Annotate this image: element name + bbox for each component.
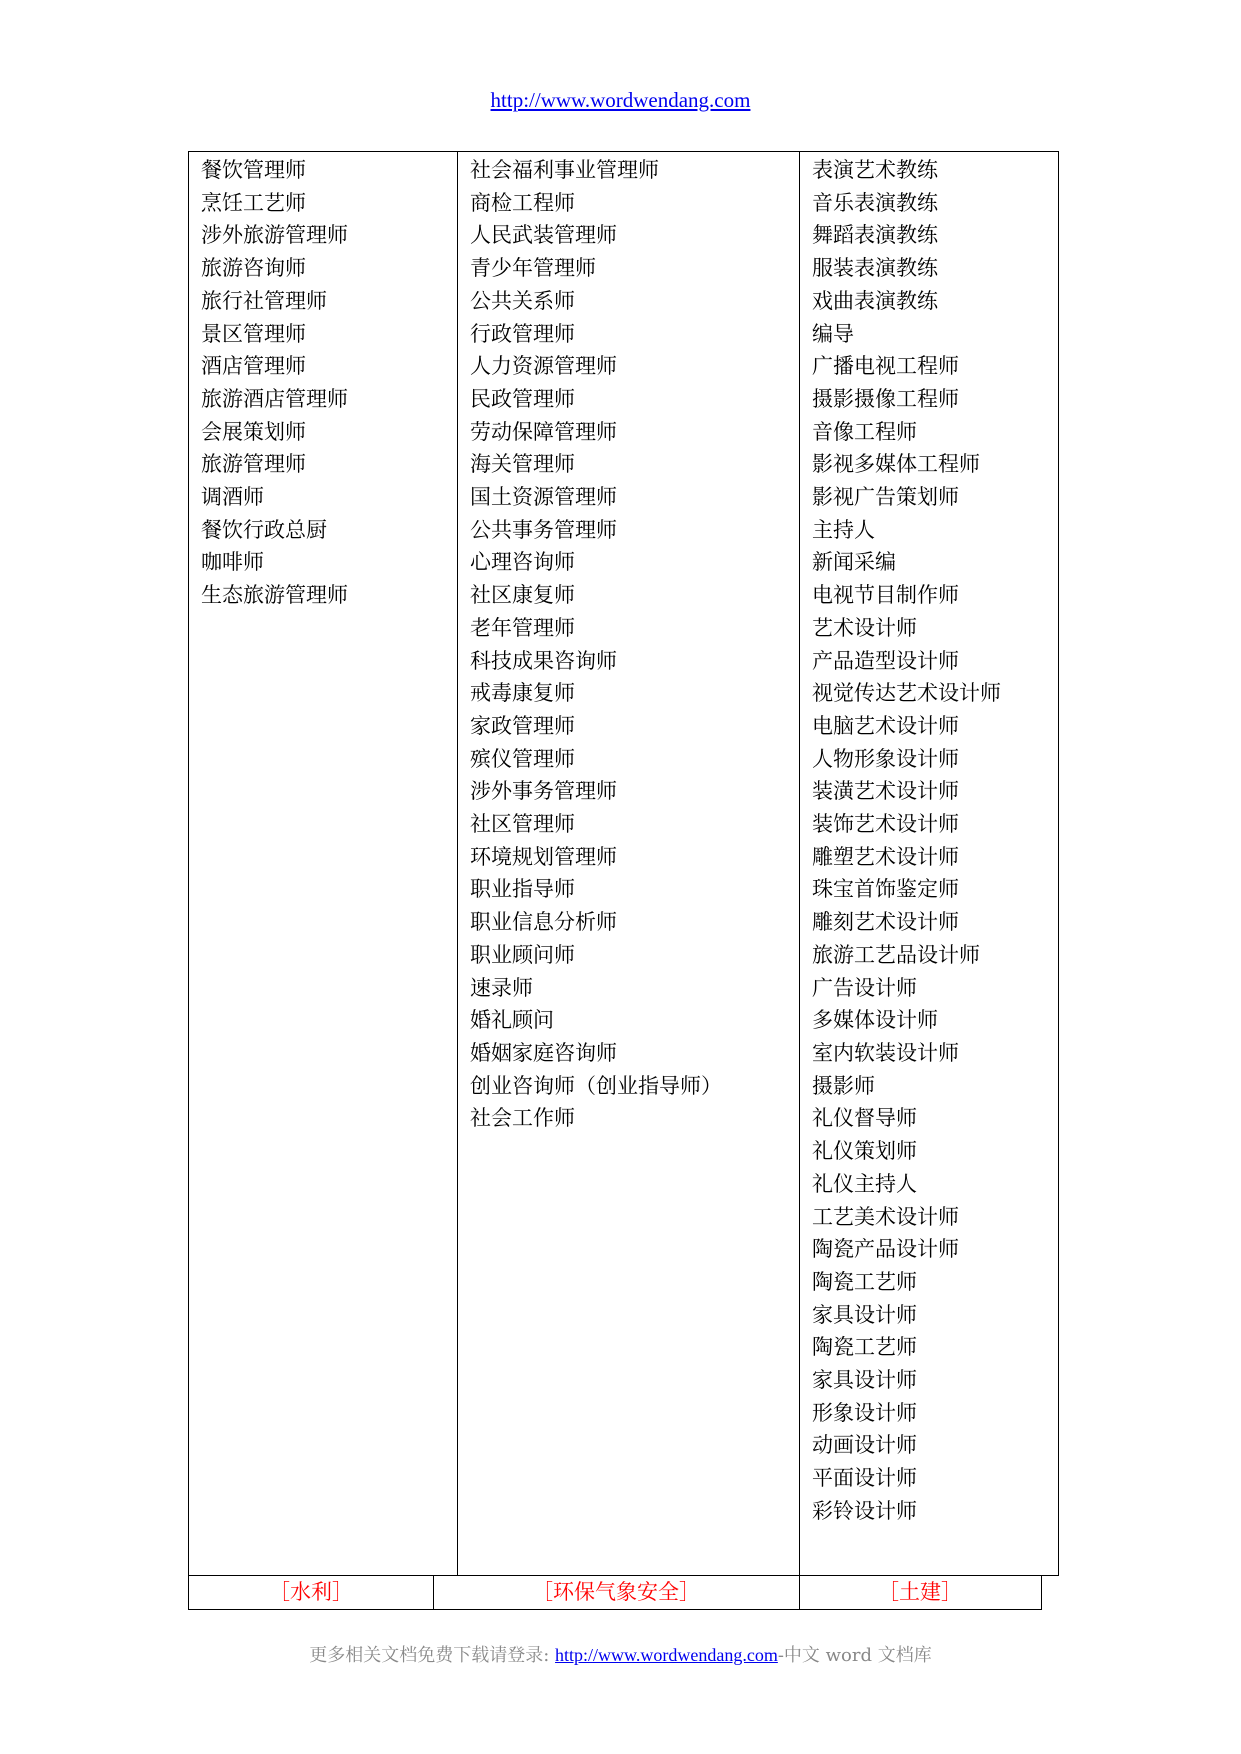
footer-suffix: -中文 word 文档库 [777,1645,932,1666]
list-item: 职业指导师 [470,877,575,902]
list-item: 音像工程师 [812,419,917,444]
list-item: 服装表演教练 [812,256,938,281]
list-item: 礼仪主持人 [812,1171,917,1196]
list-item: 陶瓷工艺师 [812,1269,917,1294]
column-2 [470,152,722,1575]
list-item: 会展策划师 [201,419,306,444]
list-item: 平面设计师 [812,1466,917,1491]
category-cell-environment [433,1576,800,1610]
list-item: 生态旅游管理师 [201,583,348,608]
list-item: 摄影师 [812,1073,875,1098]
list-item: 电脑艺术设计师 [812,713,959,738]
list-item: 电视节目制作师 [812,583,959,608]
list-item: 公共关系师 [470,288,575,313]
list-item: 烹饪工艺师 [201,190,306,215]
list-item: 礼仪策划师 [812,1139,917,1164]
list-item: 旅行社管理师 [201,288,327,313]
list-item: 摄影摄像工程师 [812,386,959,411]
category-cell-construction [799,1576,1042,1610]
list-item: 酒店管理师 [201,354,306,379]
list-item: 餐饮行政总厨 [201,517,327,542]
list-item: 主持人 [812,517,875,542]
list-item: 家政管理师 [470,713,575,738]
list-item: 人物形象设计师 [812,746,959,771]
list-item: 婚姻家庭咨询师 [470,1040,617,1065]
list-item: 婚礼顾问 [470,1008,554,1033]
list-item: 涉外事务管理师 [470,779,617,804]
list-item: 餐饮管理师 [201,158,306,182]
list-item: 旅游工艺品设计师 [812,942,980,967]
list-item: 家具设计师 [812,1368,917,1393]
list-item: 广播电视工程师 [812,354,959,379]
column-divider [457,152,458,1575]
list-item: 海关管理师 [470,452,575,477]
list-item: 影视多媒体工程师 [812,452,980,477]
list-item: 礼仪督导师 [812,1106,917,1131]
list-item: 彩铃设计师 [812,1498,917,1523]
list-item: 产品造型设计师 [812,648,959,673]
career-table [188,151,1059,1576]
header-url-link[interactable]: http://www.wordwendang.com [490,88,751,112]
footer-prefix: 更多相关文档免费下载请登录: [309,1645,556,1666]
list-item: 青少年管理师 [470,256,596,281]
footer [0,1641,1241,1667]
list-item: 影视广告策划师 [812,485,959,510]
list-item: 殡仪管理师 [470,746,575,771]
list-item: 珠宝首饰鉴定师 [812,877,959,902]
category-cell-water [188,1576,434,1610]
list-item: 多媒体设计师 [812,1008,938,1033]
list-item: 室内软装设计师 [812,1040,959,1065]
list-item: 调酒师 [201,485,264,510]
list-item: 戏曲表演教练 [812,288,938,313]
list-item: 环境规划管理师 [470,844,617,869]
list-item: 陶瓷产品设计师 [812,1237,959,1262]
list-item: 社会福利事业管理师 [470,158,659,182]
list-item: 职业信息分析师 [470,910,617,935]
list-item: 人力资源管理师 [470,354,617,379]
list-item: 装饰艺术设计师 [812,812,959,837]
list-item: 旅游咨询师 [201,256,306,281]
list-item: 广告设计师 [812,975,917,1000]
list-item: 民政管理师 [470,386,575,411]
list-item: 旅游管理师 [201,452,306,477]
list-item: 编导 [812,321,854,346]
category-label: ［水利］ [269,1580,353,1604]
list-item: 行政管理师 [470,321,575,346]
list-item: 速录师 [470,975,533,1000]
list-item: 公共事务管理师 [470,517,617,542]
list-item: 表演艺术教练 [812,158,938,182]
footer-link[interactable]: http://www.wordwendang.com [555,1645,778,1665]
list-item: 创业咨询师（创业指导师） [470,1073,722,1098]
list-item: 陶瓷工艺师 [812,1335,917,1360]
list-item: 视觉传达艺术设计师 [812,681,1001,706]
list-item: 涉外旅游管理师 [201,223,348,248]
column-1 [201,152,348,1575]
category-label: ［土建］ [878,1580,962,1604]
list-item: 装潢艺术设计师 [812,779,959,804]
list-item: 劳动保障管理师 [470,419,617,444]
column-divider [799,152,800,1575]
list-item: 心理咨询师 [470,550,575,575]
list-item: 动画设计师 [812,1433,917,1458]
list-item: 商检工程师 [470,190,575,215]
list-item: 职业顾问师 [470,942,575,967]
list-item: 工艺美术设计师 [812,1204,959,1229]
list-item: 旅游酒店管理师 [201,386,348,411]
list-item: 社会工作师 [470,1106,575,1131]
list-item: 形象设计师 [812,1400,917,1425]
list-item: 国土资源管理师 [470,485,617,510]
list-item: 舞蹈表演教练 [812,223,938,248]
list-item: 音乐表演教练 [812,190,938,215]
list-item: 科技成果咨询师 [470,648,617,673]
column-3 [812,152,1001,1575]
list-item: 老年管理师 [470,615,575,640]
list-item: 艺术设计师 [812,615,917,640]
list-item: 社区康复师 [470,583,575,608]
list-item: 新闻采编 [812,550,896,575]
list-item: 戒毒康复师 [470,681,575,706]
list-item: 社区管理师 [470,812,575,837]
list-item: 雕塑艺术设计师 [812,844,959,869]
category-label: ［环保气象安全］ [532,1580,700,1604]
list-item: 咖啡师 [201,550,264,575]
list-item: 景区管理师 [201,321,306,346]
list-item: 家具设计师 [812,1302,917,1327]
list-item: 雕刻艺术设计师 [812,910,959,935]
list-item: 人民武装管理师 [470,223,617,248]
